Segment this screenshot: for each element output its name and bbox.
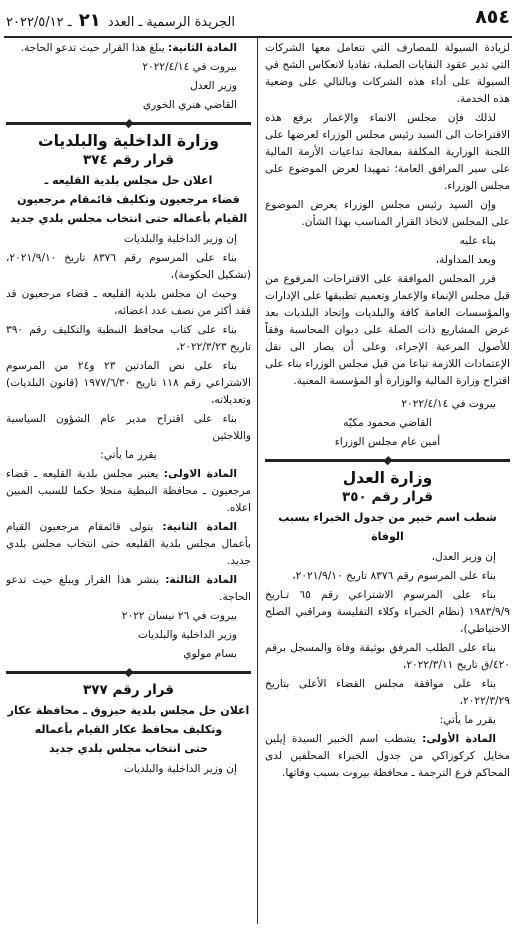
- issue-number: ٢١: [78, 10, 101, 31]
- article: [6, 466, 251, 517]
- article-text: ينشر هذا القرار ويبلغ حيث تدعو الحاجة.: [6, 574, 251, 603]
- paragraph: بناء على المرسوم رقم ٨٣٧٦ تاريخ ٢٠٢١/٩/١٠، (تشكيل الحكومة)،: [6, 252, 251, 281]
- article: [265, 731, 510, 782]
- signer-name: بسام مولوي: [183, 648, 237, 660]
- paragraph: بناء عليه: [459, 235, 496, 247]
- article-label: المادة الثانية:: [168, 42, 237, 54]
- article-label: المادة الثالثة:: [165, 574, 237, 586]
- decision-number: قرار رقم ٣٧٧: [83, 682, 174, 698]
- minister-line: إن وزير الداخلية والبلديات: [123, 233, 237, 245]
- subject-line: وتكليف محافظ عكار القيام بأعماله: [34, 723, 223, 736]
- subject-line: قضاء مرجعيون وتكليف قائمقام مرجعيون: [17, 193, 240, 206]
- article-label: المادة الأولى:: [422, 733, 496, 745]
- signer-title: وزير الداخلية والبلديات: [137, 629, 237, 641]
- section-separator: [6, 118, 251, 129]
- article: [6, 519, 251, 570]
- subject-line: حتى انتخاب مجلس بلدي جديد: [49, 742, 208, 755]
- paragraph: يقرر ما يأتي:: [439, 714, 496, 726]
- decision-number: قرار رقم ٣٥٠: [342, 489, 433, 505]
- paragraph: وبعد المداولة،: [435, 254, 496, 266]
- signer-name: القاضي هنري الخوري: [142, 99, 237, 111]
- place-date: بيروت في ٢٠٢٢/٤/١٤: [142, 61, 237, 73]
- gazette-name: الجريدة الرسمية ـ العدد: [107, 15, 235, 30]
- paragraph: قرر المجلس الموافقة على الاقتراحات المرفوع من قبل مجلس الإنماء والإعمار وتعميم تطبيقها على الإدارات والمؤسسات العامة كافة والبلديات وإتحاد البلديات بعد عرض المشاريع ذات الصلة على ديوان المحاسبة وفقاً للأصول المرعية الإجراء، وعلى أن يصار الى نقل الإعتمادات اللازمة تباعا من قبل مجلس الوزراء بناء على اقتراح وزارة المالية والوزارة أو المؤسسة المعنية.: [265, 273, 510, 387]
- subject-line: اعلان حل مجلس بلدية القليعه ـ: [44, 174, 213, 187]
- article-text: يتولى قائمقام مرجعيون القيام بأعمال مجلس بلدية القليعه حتى انتخاب مجلس بلدي جديد.: [6, 521, 251, 567]
- paragraph: بناء على المرسوم رقم ٨٣٧٦ تاريخ ٢٠٢١/٩/١٠،: [292, 570, 496, 582]
- signer-title: وزير العدل: [190, 80, 237, 92]
- paragraph: بناء على اقتراح مدير عام الشؤون السياسية واللاجئين: [6, 413, 251, 442]
- column-divider: [257, 38, 258, 924]
- paragraph: وإن السيد رئيس مجلس الوزراء يعرض الموضوع على المجلس لاتخاذ القرار المناسب بهذا الشأن.: [265, 199, 510, 228]
- paragraph: لزيادة السيولة للمصارف التي تتعامل معها الشركات التي تدير عقود النفايات الصلبة، تفاديا لانعكاس الشح في السيولة على أداء هذه الشركات وبالتالي على وضعية هذه الخدمة.: [265, 42, 510, 105]
- decision-number: قرار رقم ٣٧٤: [83, 152, 174, 168]
- section-separator: [6, 667, 251, 678]
- running-header: [6, 10, 235, 31]
- place-date: بيروت في ٢٠٢٢/٤/١٤: [401, 398, 496, 410]
- article-label: المادة الثانية:: [162, 521, 237, 533]
- subject-line: القيام بأعماله حتى انتخاب مجلس بلدي جديد: [9, 212, 248, 225]
- subject-line: اعلان حل مجلس بلدية حيزوق ـ محافظة عكار: [7, 704, 250, 717]
- paragraph: لذلك فإن مجلس الانماء والإعمار يرفع هذه الاقتراحات الى السيد رئيس مجلس الوزراء لعرضها على اللجنة الوزارية المكلفة بمعالجة تداعيات الأزمة المالية على سير المرافق العامة؛ تمهيدا لعرض الموضوع على مجلس الوزراء.: [265, 112, 510, 192]
- minister-line: إن وزير الداخلية والبلديات: [123, 763, 237, 775]
- paragraph: بناء على كتاب محافظ النبطية والتكليف رقم ٣٩٠ تاريخ ٢٠٢٢/٣/٢٣،: [6, 324, 251, 353]
- article-label: المادة الاولى:: [163, 468, 237, 480]
- right-column: [265, 40, 510, 784]
- ministry-title: وزارة العدل: [342, 469, 433, 487]
- decision-subject: [6, 171, 251, 228]
- page-header: [6, 6, 510, 34]
- minister-line: إن وزير العدل،: [431, 551, 496, 563]
- page-number: ٨٥٤: [475, 6, 510, 28]
- paragraph: بناء على المرسوم الاشتراعي رقم ٦٥ تـاريخ ١٩٨٣/٩/٩ (نظام الخبراء وكلاء التفليسة ومراقبي الصلح الاحتياطي)،: [265, 589, 510, 635]
- paragraph: وحيث ان مجلس بلدية القليعه ـ قضاء مرجعيون قد فقد أكثر من نصف عدد اعضائه،: [6, 288, 251, 317]
- signer-title: أمين عام مجلس الوزراء: [334, 436, 441, 448]
- paragraph: بناء على نص المادتين ٢٣ و٢٤ من المرسوم الاشتراعي رقم ١١٨ تاريخ ١٩٧٧/٦/٣٠ (قانون البلديات) وتعديلاته،: [6, 360, 251, 406]
- left-column: [6, 40, 251, 780]
- article: [6, 572, 251, 606]
- article-text: يشطب اسم الخبير السيدة إيلين مخايل كركوزاكي من جدول الخبراء المحلفين لدى المحاكم فرع الترجمة ـ محافظة بيروت بسبب وفاتها.: [265, 733, 510, 779]
- issue-date: ـ ٢٠٢٢/٥/١٢: [6, 15, 72, 30]
- paragraph: بناء على موافقة مجلس القضاء الأعلى بتاريخ ٢٠٢٢/٣/٢٩،: [265, 678, 510, 707]
- decision-subject: [6, 701, 251, 758]
- signer-name: القاضي محمود مكيّه: [343, 417, 432, 429]
- header-rule: [4, 36, 512, 38]
- place-date: بيروت في ٢٦ نيسان ٢٠٢٢: [121, 610, 237, 622]
- article: [6, 40, 251, 57]
- decides-line: يقرر ما يأتي:: [100, 449, 157, 461]
- ministry-title: وزارة الداخلية والبلديات: [38, 132, 219, 150]
- section-separator: [265, 455, 510, 466]
- article-text: يعتبر مجلس بلدية القليعه ـ قضاء مرجعيون ـ محافظة النبطية منحلا حكما للسبب المبين اعلاه.: [6, 468, 251, 514]
- decision-subject: شطب اسم خبير من جدول الخبراء بسبب الوفاة: [278, 511, 497, 543]
- paragraph: بناء على الطلب المرفق بوثيقة وفاة والمسجل برقم ٤٢٠/ق تاريخ ٢٠٢٢/٣/١١،: [265, 642, 510, 671]
- article-text: يبلغ هذا القرار حيث تدعو الحاجة.: [20, 42, 169, 54]
